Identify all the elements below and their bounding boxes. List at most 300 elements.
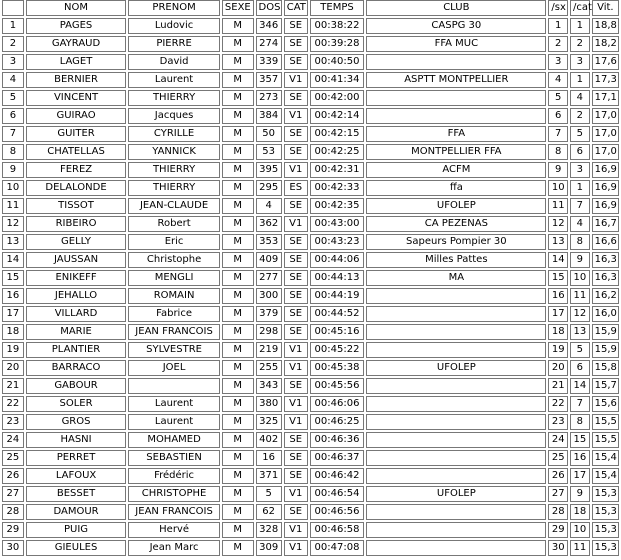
table-row bbox=[2, 360, 619, 376]
cell-vitesse: 15,6 bbox=[592, 396, 619, 412]
cell-rank-sexe: 3 bbox=[548, 54, 568, 70]
cell-nom: PAGES bbox=[26, 18, 126, 34]
cell-rank-cat: 12 bbox=[570, 306, 590, 322]
cell-dos: 362 bbox=[256, 216, 282, 232]
cell-nom: FEREZ bbox=[26, 162, 126, 178]
cell-rank: 27 bbox=[2, 486, 24, 502]
cell-rank: 9 bbox=[2, 162, 24, 178]
cell-rank-sexe: 8 bbox=[548, 144, 568, 160]
table-row bbox=[2, 234, 619, 250]
cell-rank-sexe: 12 bbox=[548, 216, 568, 232]
cell-nom: BERNIER bbox=[26, 72, 126, 88]
cell-sexe: M bbox=[222, 414, 254, 430]
cell-club bbox=[366, 540, 546, 556]
cell-sexe: M bbox=[222, 162, 254, 178]
cell-rank-cat: 1 bbox=[570, 72, 590, 88]
cell-temps: 00:45:56 bbox=[310, 378, 365, 394]
cell-club: CASPG 30 bbox=[366, 18, 546, 34]
table-row bbox=[2, 324, 619, 340]
cell-temps: 00:44:19 bbox=[310, 288, 365, 304]
cell-rank-sexe: 26 bbox=[548, 468, 568, 484]
cell-rank-sexe: 14 bbox=[548, 252, 568, 268]
cell-nom: GIEULES bbox=[26, 540, 126, 556]
cell-sexe: M bbox=[222, 378, 254, 394]
cell-rank: 15 bbox=[2, 270, 24, 286]
cell-temps: 00:41:34 bbox=[310, 72, 365, 88]
cell-vitesse: 16,9 bbox=[592, 198, 619, 214]
cell-nom: BESSET bbox=[26, 486, 126, 502]
cell-cat: V1 bbox=[284, 162, 308, 178]
cell-rank: 4 bbox=[2, 72, 24, 88]
cell-vitesse: 16,2 bbox=[592, 288, 619, 304]
header-prenom: PRENOM bbox=[128, 0, 220, 16]
cell-dos: 346 bbox=[256, 18, 282, 34]
table-row bbox=[2, 396, 619, 412]
cell-temps: 00:38:22 bbox=[310, 18, 365, 34]
cell-cat: ES bbox=[284, 180, 308, 196]
cell-nom: GABOUR bbox=[26, 378, 126, 394]
cell-rank-sexe: 7 bbox=[548, 126, 568, 142]
cell-rank-cat: 7 bbox=[570, 198, 590, 214]
cell-prenom: ROMAIN bbox=[128, 288, 220, 304]
cell-cat: SE bbox=[284, 306, 308, 322]
cell-prenom: CHRISTOPHE bbox=[128, 486, 220, 502]
header-cat: CAT bbox=[284, 0, 308, 16]
cell-prenom: Jean Marc bbox=[128, 540, 220, 556]
cell-temps: 00:45:16 bbox=[310, 324, 365, 340]
cell-rank-sexe: 5 bbox=[548, 90, 568, 106]
cell-temps: 00:42:14 bbox=[310, 108, 365, 124]
cell-cat: SE bbox=[284, 90, 308, 106]
table-row bbox=[2, 504, 619, 520]
cell-dos: 255 bbox=[256, 360, 282, 376]
cell-prenom: Hervé bbox=[128, 522, 220, 538]
cell-temps: 00:39:28 bbox=[310, 36, 365, 52]
cell-sexe: M bbox=[222, 72, 254, 88]
cell-prenom: Fabrice bbox=[128, 306, 220, 322]
cell-temps: 00:47:08 bbox=[310, 540, 365, 556]
cell-rank: 18 bbox=[2, 324, 24, 340]
cell-dos: 328 bbox=[256, 522, 282, 538]
cell-sexe: M bbox=[222, 450, 254, 466]
cell-rank: 3 bbox=[2, 54, 24, 70]
cell-vitesse: 17,3 bbox=[592, 72, 619, 88]
table-row bbox=[2, 144, 619, 160]
cell-prenom: SYLVESTRE bbox=[128, 342, 220, 358]
cell-club bbox=[366, 468, 546, 484]
header-club: CLUB bbox=[366, 0, 546, 16]
cell-temps: 00:44:52 bbox=[310, 306, 365, 322]
cell-club bbox=[366, 324, 546, 340]
table-row bbox=[2, 540, 619, 556]
cell-rank-cat: 18 bbox=[570, 504, 590, 520]
cell-sexe: M bbox=[222, 198, 254, 214]
cell-cat: SE bbox=[284, 144, 308, 160]
cell-dos: 5 bbox=[256, 486, 282, 502]
cell-vitesse: 15,5 bbox=[592, 432, 619, 448]
cell-prenom: Christophe bbox=[128, 252, 220, 268]
table-body bbox=[2, 18, 619, 556]
cell-cat: SE bbox=[284, 450, 308, 466]
cell-vitesse: 15,4 bbox=[592, 468, 619, 484]
header-dos: DOS bbox=[256, 0, 282, 16]
cell-temps: 00:44:06 bbox=[310, 252, 365, 268]
cell-nom: LAFOUX bbox=[26, 468, 126, 484]
cell-sexe: M bbox=[222, 252, 254, 268]
cell-rank-cat: 5 bbox=[570, 342, 590, 358]
cell-rank-sexe: 25 bbox=[548, 450, 568, 466]
table-row bbox=[2, 486, 619, 502]
table-row bbox=[2, 342, 619, 358]
cell-nom: GELLY bbox=[26, 234, 126, 250]
cell-club bbox=[366, 306, 546, 322]
cell-dos: 339 bbox=[256, 54, 282, 70]
cell-cat: V1 bbox=[284, 540, 308, 556]
cell-nom: GROS bbox=[26, 414, 126, 430]
cell-prenom: PIERRE bbox=[128, 36, 220, 52]
cell-rank-cat: 2 bbox=[570, 36, 590, 52]
cell-vitesse: 16,9 bbox=[592, 162, 619, 178]
cell-cat: SE bbox=[284, 432, 308, 448]
cell-prenom: Ludovic bbox=[128, 18, 220, 34]
cell-cat: SE bbox=[284, 198, 308, 214]
header-nom: NOM bbox=[26, 0, 126, 16]
table-row bbox=[2, 162, 619, 178]
cell-rank-sexe: 9 bbox=[548, 162, 568, 178]
table-row bbox=[2, 216, 619, 232]
cell-nom: RIBEIRO bbox=[26, 216, 126, 232]
cell-vitesse: 17,0 bbox=[592, 144, 619, 160]
cell-cat: SE bbox=[284, 288, 308, 304]
table-row bbox=[2, 36, 619, 52]
cell-rank-cat: 2 bbox=[570, 108, 590, 124]
cell-club: CA PEZENAS bbox=[366, 216, 546, 232]
cell-prenom bbox=[128, 378, 220, 394]
cell-sexe: M bbox=[222, 432, 254, 448]
cell-rank-cat: 10 bbox=[570, 522, 590, 538]
cell-rank: 24 bbox=[2, 432, 24, 448]
cell-sexe: M bbox=[222, 486, 254, 502]
cell-rank-cat: 8 bbox=[570, 414, 590, 430]
cell-vitesse: 16,0 bbox=[592, 306, 619, 322]
cell-cat: SE bbox=[284, 36, 308, 52]
cell-prenom: THIERRY bbox=[128, 180, 220, 196]
cell-dos: 343 bbox=[256, 378, 282, 394]
cell-prenom: MOHAMED bbox=[128, 432, 220, 448]
cell-sexe: M bbox=[222, 18, 254, 34]
cell-cat: V1 bbox=[284, 414, 308, 430]
table-row bbox=[2, 288, 619, 304]
table-row bbox=[2, 180, 619, 196]
cell-sexe: M bbox=[222, 36, 254, 52]
cell-rank: 11 bbox=[2, 198, 24, 214]
cell-dos: 277 bbox=[256, 270, 282, 286]
cell-dos: 357 bbox=[256, 72, 282, 88]
cell-vitesse: 16,3 bbox=[592, 252, 619, 268]
header-row bbox=[2, 0, 619, 16]
cell-sexe: M bbox=[222, 396, 254, 412]
cell-prenom: JEAN-CLAUDE bbox=[128, 198, 220, 214]
table-row bbox=[2, 450, 619, 466]
cell-rank: 7 bbox=[2, 126, 24, 142]
cell-rank-cat: 9 bbox=[570, 252, 590, 268]
cell-prenom: JEAN FRANCOIS bbox=[128, 504, 220, 520]
table-row bbox=[2, 18, 619, 34]
cell-vitesse: 17,6 bbox=[592, 54, 619, 70]
cell-vitesse: 15,3 bbox=[592, 540, 619, 556]
cell-sexe: M bbox=[222, 342, 254, 358]
cell-rank-sexe: 15 bbox=[548, 270, 568, 286]
cell-temps: 00:46:25 bbox=[310, 414, 365, 430]
cell-dos: 300 bbox=[256, 288, 282, 304]
cell-sexe: M bbox=[222, 522, 254, 538]
cell-prenom: THIERRY bbox=[128, 162, 220, 178]
cell-cat: V1 bbox=[284, 522, 308, 538]
header-temps: TEMPS bbox=[310, 0, 365, 16]
cell-nom: TISSOT bbox=[26, 198, 126, 214]
cell-club: Sapeurs Pompier 30 bbox=[366, 234, 546, 250]
cell-rank-sexe: 18 bbox=[548, 324, 568, 340]
cell-nom: CHATELLAS bbox=[26, 144, 126, 160]
cell-sexe: M bbox=[222, 270, 254, 286]
cell-cat: V1 bbox=[284, 108, 308, 124]
cell-temps: 00:42:00 bbox=[310, 90, 365, 106]
cell-prenom: MENGLI bbox=[128, 270, 220, 286]
table-row bbox=[2, 126, 619, 142]
cell-club: UFOLEP bbox=[366, 486, 546, 502]
cell-prenom: Robert bbox=[128, 216, 220, 232]
cell-cat: V1 bbox=[284, 72, 308, 88]
cell-temps: 00:46:54 bbox=[310, 486, 365, 502]
cell-vitesse: 15,7 bbox=[592, 378, 619, 394]
cell-cat: V1 bbox=[284, 360, 308, 376]
cell-rank: 12 bbox=[2, 216, 24, 232]
cell-rank-sexe: 20 bbox=[548, 360, 568, 376]
cell-prenom: Frédéric bbox=[128, 468, 220, 484]
cell-dos: 384 bbox=[256, 108, 282, 124]
cell-nom: GAYRAUD bbox=[26, 36, 126, 52]
cell-rank: 2 bbox=[2, 36, 24, 52]
cell-cat: SE bbox=[284, 378, 308, 394]
cell-cat: SE bbox=[284, 54, 308, 70]
cell-club: FFA MUC bbox=[366, 36, 546, 52]
cell-dos: 16 bbox=[256, 450, 282, 466]
cell-cat: V1 bbox=[284, 342, 308, 358]
cell-dos: 4 bbox=[256, 198, 282, 214]
cell-cat: SE bbox=[284, 234, 308, 250]
cell-prenom: Laurent bbox=[128, 396, 220, 412]
cell-rank: 8 bbox=[2, 144, 24, 160]
cell-club bbox=[366, 378, 546, 394]
cell-cat: V1 bbox=[284, 216, 308, 232]
table-row bbox=[2, 90, 619, 106]
cell-sexe: M bbox=[222, 504, 254, 520]
cell-rank: 25 bbox=[2, 450, 24, 466]
cell-rank: 14 bbox=[2, 252, 24, 268]
cell-club: UFOLEP bbox=[366, 360, 546, 376]
cell-club bbox=[366, 432, 546, 448]
table-row bbox=[2, 252, 619, 268]
cell-rank-sexe: 19 bbox=[548, 342, 568, 358]
header-rank-sexe: /sx bbox=[548, 0, 568, 16]
cell-cat: SE bbox=[284, 324, 308, 340]
cell-club bbox=[366, 342, 546, 358]
header-rank-cat: /cat bbox=[570, 0, 590, 16]
cell-rank-sexe: 10 bbox=[548, 180, 568, 196]
cell-dos: 353 bbox=[256, 234, 282, 250]
cell-club: Milles Pattes bbox=[366, 252, 546, 268]
cell-vitesse: 15,8 bbox=[592, 360, 619, 376]
cell-rank-sexe: 11 bbox=[548, 198, 568, 214]
cell-nom: VINCENT bbox=[26, 90, 126, 106]
cell-temps: 00:46:42 bbox=[310, 468, 365, 484]
cell-prenom: Laurent bbox=[128, 72, 220, 88]
cell-dos: 53 bbox=[256, 144, 282, 160]
cell-temps: 00:42:35 bbox=[310, 198, 365, 214]
cell-rank-cat: 1 bbox=[570, 18, 590, 34]
cell-rank-cat: 14 bbox=[570, 378, 590, 394]
cell-vitesse: 16,7 bbox=[592, 216, 619, 232]
header-rank bbox=[2, 0, 24, 16]
table-row bbox=[2, 72, 619, 88]
cell-dos: 62 bbox=[256, 504, 282, 520]
cell-vitesse: 15,3 bbox=[592, 522, 619, 538]
cell-club bbox=[366, 522, 546, 538]
cell-rank-sexe: 24 bbox=[548, 432, 568, 448]
cell-prenom: YANNICK bbox=[128, 144, 220, 160]
cell-rank-cat: 3 bbox=[570, 54, 590, 70]
cell-prenom: Eric bbox=[128, 234, 220, 250]
cell-club bbox=[366, 108, 546, 124]
cell-rank-sexe: 27 bbox=[548, 486, 568, 502]
cell-rank-cat: 11 bbox=[570, 288, 590, 304]
cell-club bbox=[366, 54, 546, 70]
header-sexe: SEXE bbox=[222, 0, 254, 16]
cell-vitesse: 15,9 bbox=[592, 342, 619, 358]
cell-rank: 21 bbox=[2, 378, 24, 394]
cell-rank-cat: 6 bbox=[570, 144, 590, 160]
cell-nom: GUITER bbox=[26, 126, 126, 142]
cell-temps: 00:46:58 bbox=[310, 522, 365, 538]
cell-dos: 379 bbox=[256, 306, 282, 322]
cell-rank-sexe: 1 bbox=[548, 18, 568, 34]
cell-rank: 26 bbox=[2, 468, 24, 484]
cell-prenom: JOEL bbox=[128, 360, 220, 376]
cell-vitesse: 16,3 bbox=[592, 270, 619, 286]
cell-dos: 380 bbox=[256, 396, 282, 412]
table-row bbox=[2, 414, 619, 430]
cell-rank-cat: 17 bbox=[570, 468, 590, 484]
cell-cat: SE bbox=[284, 270, 308, 286]
cell-rank: 30 bbox=[2, 540, 24, 556]
cell-dos: 309 bbox=[256, 540, 282, 556]
cell-sexe: M bbox=[222, 306, 254, 322]
cell-rank: 23 bbox=[2, 414, 24, 430]
cell-vitesse: 18,2 bbox=[592, 36, 619, 52]
cell-rank: 17 bbox=[2, 306, 24, 322]
cell-nom: SOLER bbox=[26, 396, 126, 412]
cell-temps: 00:40:50 bbox=[310, 54, 365, 70]
table-row bbox=[2, 468, 619, 484]
cell-club bbox=[366, 504, 546, 520]
cell-cat: V1 bbox=[284, 486, 308, 502]
cell-dos: 273 bbox=[256, 90, 282, 106]
cell-sexe: M bbox=[222, 108, 254, 124]
cell-sexe: M bbox=[222, 216, 254, 232]
cell-sexe: M bbox=[222, 468, 254, 484]
cell-vitesse: 16,9 bbox=[592, 180, 619, 196]
cell-dos: 295 bbox=[256, 180, 282, 196]
cell-prenom: David bbox=[128, 54, 220, 70]
header-vitesse: Vit. bbox=[592, 0, 619, 16]
cell-rank: 28 bbox=[2, 504, 24, 520]
table-row bbox=[2, 306, 619, 322]
cell-rank: 1 bbox=[2, 18, 24, 34]
cell-rank-sexe: 29 bbox=[548, 522, 568, 538]
cell-sexe: M bbox=[222, 180, 254, 196]
cell-prenom: SEBASTIEN bbox=[128, 450, 220, 466]
cell-vitesse: 15,4 bbox=[592, 450, 619, 466]
cell-temps: 00:42:25 bbox=[310, 144, 365, 160]
cell-vitesse: 15,5 bbox=[592, 414, 619, 430]
cell-vitesse: 16,6 bbox=[592, 234, 619, 250]
cell-club bbox=[366, 288, 546, 304]
cell-temps: 00:43:00 bbox=[310, 216, 365, 232]
cell-rank-cat: 6 bbox=[570, 360, 590, 376]
cell-nom: DELALONDE bbox=[26, 180, 126, 196]
cell-rank: 5 bbox=[2, 90, 24, 106]
cell-rank-cat: 3 bbox=[570, 162, 590, 178]
table-row bbox=[2, 522, 619, 538]
cell-rank-sexe: 2 bbox=[548, 36, 568, 52]
cell-temps: 00:44:13 bbox=[310, 270, 365, 286]
cell-rank-sexe: 21 bbox=[548, 378, 568, 394]
cell-rank-sexe: 28 bbox=[548, 504, 568, 520]
cell-rank-sexe: 23 bbox=[548, 414, 568, 430]
cell-nom: ENIKEFF bbox=[26, 270, 126, 286]
cell-nom: HASNI bbox=[26, 432, 126, 448]
cell-club bbox=[366, 90, 546, 106]
table-row bbox=[2, 54, 619, 70]
cell-rank: 13 bbox=[2, 234, 24, 250]
cell-dos: 402 bbox=[256, 432, 282, 448]
cell-cat: SE bbox=[284, 504, 308, 520]
cell-cat: SE bbox=[284, 18, 308, 34]
cell-vitesse: 15,3 bbox=[592, 504, 619, 520]
cell-rank-cat: 5 bbox=[570, 126, 590, 142]
cell-vitesse: 15,3 bbox=[592, 486, 619, 502]
table-row bbox=[2, 378, 619, 394]
cell-temps: 00:45:38 bbox=[310, 360, 365, 376]
cell-dos: 274 bbox=[256, 36, 282, 52]
cell-nom: GUIRAO bbox=[26, 108, 126, 124]
cell-club: ACFM bbox=[366, 162, 546, 178]
cell-cat: V1 bbox=[284, 396, 308, 412]
cell-rank-cat: 8 bbox=[570, 234, 590, 250]
cell-dos: 371 bbox=[256, 468, 282, 484]
cell-cat: SE bbox=[284, 468, 308, 484]
cell-rank-sexe: 4 bbox=[548, 72, 568, 88]
cell-sexe: M bbox=[222, 126, 254, 142]
cell-temps: 00:46:06 bbox=[310, 396, 365, 412]
cell-rank-sexe: 16 bbox=[548, 288, 568, 304]
cell-dos: 219 bbox=[256, 342, 282, 358]
cell-nom: BARRACO bbox=[26, 360, 126, 376]
cell-dos: 395 bbox=[256, 162, 282, 178]
cell-nom: DAMOUR bbox=[26, 504, 126, 520]
cell-vitesse: 17,0 bbox=[592, 126, 619, 142]
table-row bbox=[2, 432, 619, 448]
